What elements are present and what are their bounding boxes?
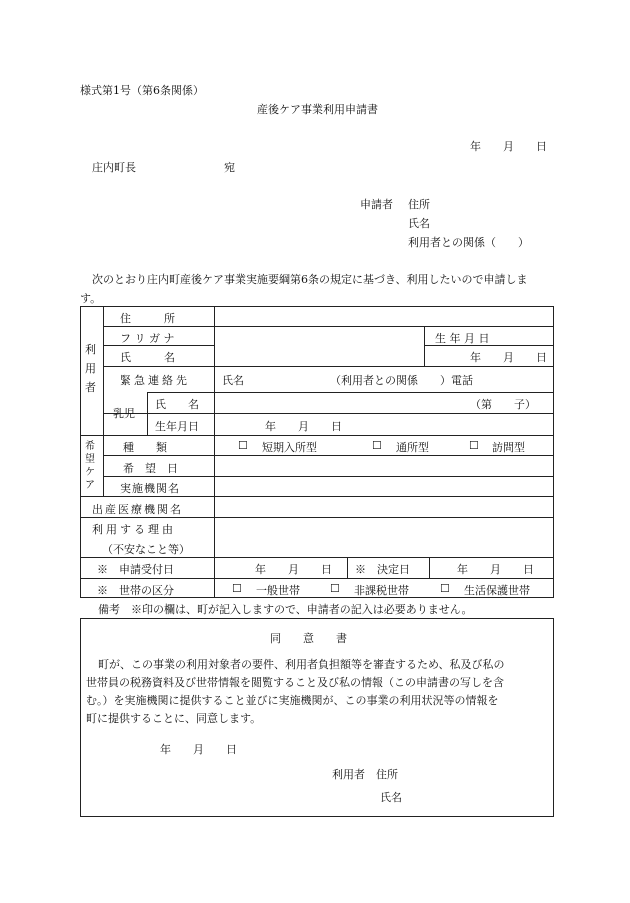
received-date-value: 年 月 日 (255, 563, 332, 576)
type-option-day-visit: 通所型 (396, 441, 429, 454)
type-checkbox-3[interactable]: ☐ (469, 439, 479, 452)
infant-order: （第 子） (470, 398, 536, 411)
consent-user-address: 利用者 住所 (332, 768, 398, 781)
consent-user-name: 氏名 (380, 791, 402, 804)
intro-text-1: 次のとおり庄内町産後ケア事業実施要綱第6条の規定に基づき、利用したいので申請しま (92, 273, 528, 286)
consent-line-1: 町が、この事業の利用対象者の要件、利用者負担額等を審査するため、私及び私の (98, 658, 505, 671)
addressee: 庄内町長 (92, 161, 136, 174)
type-checkbox-1[interactable]: ☐ (238, 439, 248, 452)
intro-text-2: す。 (80, 292, 102, 305)
form-number: 様式第1号（第6条関係） (80, 84, 204, 97)
household-checkbox-3[interactable]: ☐ (440, 582, 450, 595)
type-option-home-visit: 訪問型 (492, 441, 525, 454)
applicant-relation-label: 利用者との関係（ ） (408, 236, 529, 249)
emergency-contact-label: 緊急連絡先 (120, 374, 190, 387)
applicant-address-label: 住所 (408, 198, 430, 211)
infant-label: 乳児 (113, 407, 135, 420)
received-date-label: ※ 申請受付日 (97, 563, 174, 576)
consent-line-3: む。）を実施機関に提供すること並びに実施機関が、この事業の利用状況等の情報を (86, 694, 499, 707)
decision-date-value: 年 月 日 (457, 563, 534, 576)
birthdate-value: 年 月 日 (470, 351, 547, 364)
infant-birthdate-value: 年 月 日 (265, 420, 342, 433)
birthdate-label: 生 年 月 日 (435, 332, 490, 345)
infant-birthdate-label: 生年月日 (155, 420, 199, 433)
emergency-relation-label: （利用者との関係 ）電話 (330, 374, 473, 387)
consent-line-4: 町に提供することに、同意します。 (86, 712, 262, 725)
user-group-label: 利用者 (85, 343, 96, 394)
household-option-tax-exempt: 非課税世帯 (354, 584, 409, 597)
reason-sub-label: （不安なこと等） (102, 543, 190, 556)
household-label: ※ 世帯の区分 (97, 584, 174, 597)
type-label: 種 類 (123, 441, 167, 454)
consent-date: 年 月 日 (160, 743, 237, 756)
addressee-suffix: 宛 (224, 161, 235, 174)
desired-date-label: 希 望 日 (123, 462, 178, 475)
applicant-name-label: 氏名 (408, 217, 430, 230)
household-checkbox-2[interactable]: ☐ (330, 582, 340, 595)
consent-title: 同 意 書 (270, 632, 347, 645)
emergency-name-label: 氏名 (222, 374, 244, 387)
name-label: 氏 名 (120, 351, 175, 364)
document-title: 産後ケア事業利用申請書 (257, 103, 378, 116)
applicant-label: 申請者 (360, 198, 393, 211)
note-text: 備考 ※印の欄は、町が記入しますので、申請者の記入は必要ありません。 (98, 603, 473, 616)
type-checkbox-2[interactable]: ☐ (372, 439, 382, 452)
type-option-short-stay: 短期入所型 (262, 441, 317, 454)
reason-label: 利用する理由 (92, 523, 176, 536)
facility-label: 実施機関名 (120, 482, 180, 495)
birth-facility-label: 出産医療機関名 (92, 503, 183, 516)
decision-date-label: ※ 決定日 (355, 563, 410, 576)
furigana-label: フ リ ガ ナ (120, 332, 175, 345)
address-label: 住 所 (120, 312, 175, 325)
household-checkbox-1[interactable]: ☐ (232, 582, 242, 595)
consent-line-2: 世帯員の税務資料及び世帯情報を閲覧すること及び私の情報（この申請書の写しを含 (86, 676, 504, 689)
date-line: 年 月 日 (470, 140, 547, 153)
household-option-welfare: 生活保護世帯 (464, 584, 530, 597)
household-option-general: 一般世帯 (256, 584, 300, 597)
infant-name-label: 氏 名 (155, 398, 199, 411)
care-group-label: 希望ケア (85, 441, 95, 491)
